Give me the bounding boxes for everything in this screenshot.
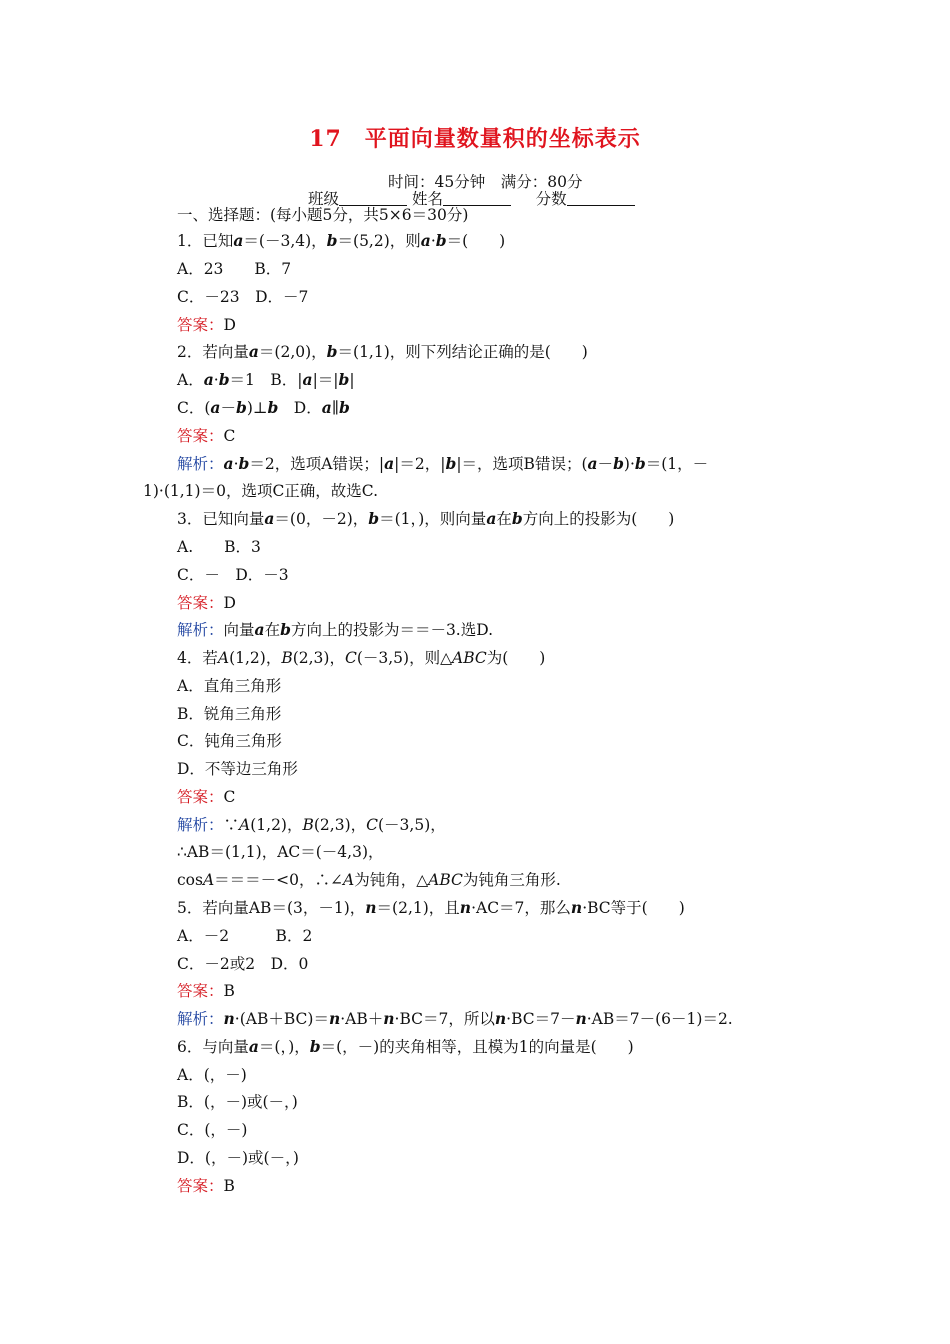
- question-5-explanation: 解析：n·(AB＋BC)＝n·AB＋n·BC＝7，所以n·BC＝7－n·AB＝7－(6－1)＝2.: [177, 1009, 733, 1028]
- question-6-option-c: C．(，－): [177, 1121, 248, 1139]
- question-4-answer: 答案：C: [177, 788, 236, 806]
- question-2-stem: 2．若向量a＝(2,0)，b＝(1,1)，则下列结论正确的是( ): [177, 342, 588, 361]
- page-title: 17 平面向量数量积的坐标表示: [309, 126, 641, 152]
- name-label: 姓名: [411, 190, 443, 208]
- question-4-explanation-line-3: cosA＝＝＝－<0，∴∠A为钝角，△ABC为钝角三角形.: [177, 871, 561, 889]
- class-blank: [339, 191, 407, 206]
- question-2-options-ab: A．a·b＝1 B．|a|＝|b|: [177, 370, 355, 389]
- question-1-options-ab: A．23 B．7: [177, 260, 292, 278]
- question-3-explanation: 解析：向量a在b方向上的投影为＝＝－3.选D.: [177, 620, 494, 639]
- question-5-answer: 答案：B: [177, 982, 235, 1000]
- question-4-explanation: 解析：∵A(1,2)，B(2,3)，C(－3,5)，: [177, 816, 446, 834]
- question-4-option-b: B．锐角三角形: [177, 705, 282, 723]
- question-1-stem: 1．已知a＝(－3,4)，b＝(5,2)，则a·b＝( ): [177, 231, 506, 250]
- question-2-options-cd: C．(a－b)⊥b D．a∥b: [177, 398, 350, 417]
- question-4-option-a: A．直角三角形: [177, 677, 282, 695]
- question-6-stem: 6．与向量a＝(，)，b＝(，－)的夹角相等，且模为1的向量是( ): [177, 1037, 634, 1056]
- time-score-line: 时间：45分钟 满分：80分: [388, 173, 583, 191]
- question-1-answer: 答案：D: [177, 316, 236, 334]
- question-2-explanation: 解析：a·b＝2，选项A错误；|a|＝2，|b|＝，选项B错误；(a－b)·b＝(1，－: [177, 454, 709, 473]
- question-3-options-cd: C．－ D．－3: [177, 566, 289, 584]
- question-2-explanation-cont: 1)·(1,1)＝0，选项C正确，故选C.: [143, 482, 379, 500]
- question-4-stem: 4．若A(1,2)，B(2,3)，C(－3,5)，则△ABC为( ): [177, 649, 546, 667]
- question-4-option-c: C．钝角三角形: [177, 732, 282, 750]
- score-blank: [567, 191, 635, 206]
- question-3-answer: 答案：D: [177, 594, 236, 612]
- question-2-answer: 答案：C: [177, 427, 236, 445]
- section-heading: 一、选择题：(每小题5分，共5×6＝30分): [177, 206, 469, 224]
- question-6-option-a: A．(，－): [177, 1066, 247, 1084]
- question-6-option-b: B．(，－)或(－，): [177, 1093, 298, 1111]
- question-1-options-cd: C．－23 D．－7: [177, 288, 309, 306]
- question-6-answer: 答案：B: [177, 1177, 235, 1195]
- question-4-explanation-line-2: ∴AB＝(1,1)，AC＝(－4,3)，: [177, 843, 384, 861]
- name-blank: [443, 191, 511, 206]
- question-5-stem: 5．若向量AB＝(3，－1)，n＝(2,1)，且n·AC＝7，那么n·BC等于( ): [177, 898, 685, 917]
- question-3-options-ab: A. B．3: [177, 538, 261, 556]
- question-4-option-d: D．不等边三角形: [177, 760, 298, 778]
- question-5-options-cd: C．－2或2 D．0: [177, 955, 309, 973]
- class-label: 班级: [308, 190, 340, 208]
- question-5-options-ab: A．－2 B．2: [177, 927, 313, 945]
- score-label: 分数: [535, 190, 567, 208]
- question-3-stem: 3．已知向量a＝(0，－2)，b＝(1，)，则向量a在b方向上的投影为( ): [177, 509, 675, 528]
- question-6-option-d: D．(，－)或(－，): [177, 1149, 299, 1167]
